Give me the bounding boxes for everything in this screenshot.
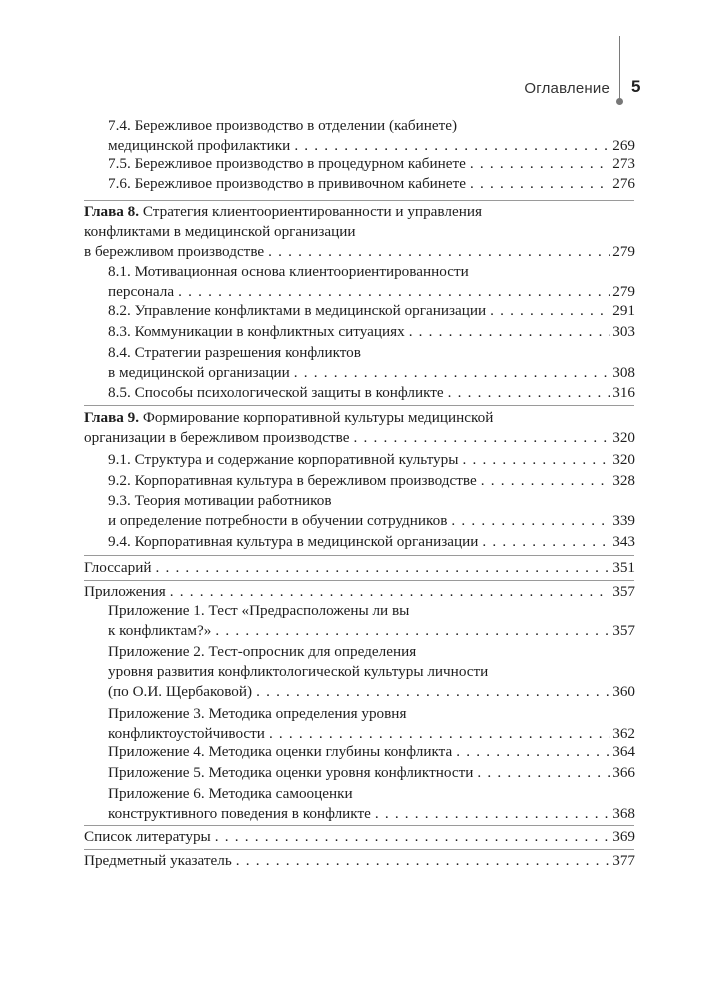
- toc-appendix-5[interactable]: [108, 763, 635, 783]
- toc-page-number: 273: [612, 155, 635, 172]
- toc-entry-8-5[interactable]: [108, 383, 635, 403]
- toc-entry-9-4[interactable]: [108, 532, 635, 552]
- toc-page-number: 328: [612, 472, 635, 489]
- toc-entry-text: конструктивного поведения в конфликте: [108, 805, 371, 822]
- dot-leader: [375, 804, 610, 824]
- toc-page-number: 360: [612, 683, 635, 700]
- toc-page-number: 303: [612, 323, 635, 340]
- page-number: 5: [631, 77, 641, 96]
- section-divider: [84, 555, 634, 556]
- section-divider: [84, 825, 634, 826]
- section-divider: [84, 200, 634, 201]
- dot-leader: [353, 428, 610, 448]
- toc-entry-text: Приложение 1. Тест «Предрасположены ли вы: [108, 602, 410, 619]
- toc-entry-8-4[interactable]: [108, 343, 635, 383]
- toc-entry-text: Глоссарий: [84, 559, 152, 576]
- dot-leader: [268, 242, 610, 262]
- toc-entry-7-6[interactable]: [108, 174, 635, 194]
- dot-leader: [490, 301, 610, 321]
- toc-appendices[interactable]: [84, 582, 635, 602]
- toc-entry-7-4[interactable]: [108, 116, 635, 156]
- toc-page-number: 357: [612, 622, 635, 639]
- toc-entry-text: Стратегия клиентоориентированности и управления: [142, 203, 482, 220]
- toc-appendix-2[interactable]: [108, 642, 635, 702]
- toc-page-number: 368: [612, 805, 635, 822]
- toc-entry-text: конфликтами в медицинской организации: [84, 223, 356, 240]
- toc-entry-text: уровня развития конфликтологической культуры личности: [108, 663, 489, 680]
- toc-entry-text: медицинской профилактики: [108, 137, 291, 154]
- toc-page-number: 369: [612, 828, 635, 845]
- toc-appendix-4[interactable]: [108, 742, 635, 762]
- toc-entry-text: 8.1. Мотивационная основа клиентоориентированности: [108, 263, 469, 280]
- toc-entry-text: 8.4. Стратегии разрешения конфликтов: [108, 344, 361, 361]
- toc-page-number: 377: [612, 852, 635, 869]
- toc-subject-index[interactable]: [84, 851, 635, 871]
- dot-leader: [155, 558, 610, 578]
- toc-entry-text: Приложение 5. Методика оценки уровня конфликтности: [108, 764, 474, 781]
- toc-page-number: 316: [612, 384, 635, 401]
- dot-leader: [481, 471, 611, 491]
- toc-page-number: 279: [612, 283, 635, 300]
- toc-page-number: 343: [612, 533, 635, 550]
- toc-page-number: 339: [612, 512, 635, 529]
- dot-leader: [294, 363, 610, 383]
- toc-page-number: 357: [612, 583, 635, 600]
- toc-entry-text: персонала: [108, 283, 175, 300]
- toc-page-number: 291: [612, 302, 635, 319]
- dot-leader: [236, 851, 610, 871]
- header-divider: [619, 36, 620, 102]
- section-divider: [84, 405, 634, 406]
- toc-entry-text: в бережливом производстве: [84, 243, 265, 260]
- toc-appendix-6[interactable]: [108, 784, 635, 824]
- toc-entry-text: в медицинской организации: [108, 364, 290, 381]
- toc-entry-text: Предметный указатель: [84, 852, 232, 869]
- toc-entry-9-3[interactable]: [108, 491, 635, 531]
- toc-entry-text: 9.1. Структура и содержание корпоративной культуры: [108, 451, 459, 468]
- toc-references[interactable]: [84, 827, 635, 847]
- toc-page-number: 351: [612, 559, 635, 576]
- toc-appendix-3[interactable]: [108, 704, 635, 744]
- toc-entry-text: 9.2. Корпоративная культура в бережливом производстве: [108, 472, 477, 489]
- toc-entry-text: Приложение 3. Методика определения уровня: [108, 705, 407, 722]
- running-title: Оглавление: [524, 80, 610, 97]
- toc-entry-text: 9.3. Теория мотивации работников: [108, 492, 332, 509]
- toc-appendix-1[interactable]: [108, 601, 635, 641]
- dot-leader: [470, 174, 610, 194]
- chapter-label: Глава 9.: [84, 409, 140, 426]
- toc-entry-text: 8.5. Способы психологической защиты в конфликте: [108, 384, 444, 401]
- toc-entry-text: 7.4. Бережливое производство в отделении (кабинете): [108, 117, 458, 134]
- toc-page-number: 320: [612, 429, 635, 446]
- dot-leader: [448, 383, 611, 403]
- toc-entry-text: 8.2. Управление конфликтами в медицинской организации: [108, 302, 487, 319]
- dot-leader: [462, 450, 610, 470]
- dot-leader: [178, 282, 610, 302]
- dot-leader: [470, 154, 610, 174]
- toc-entry-8-2[interactable]: [108, 301, 635, 321]
- section-divider: [84, 580, 634, 581]
- toc-entry-text: 8.3. Коммуникации в конфликтных ситуациях: [108, 323, 405, 340]
- dot-leader: [215, 621, 610, 641]
- toc-page-number: 308: [612, 364, 635, 381]
- toc-entry-text: 7.5. Бережливое производство в процедурном кабинете: [108, 155, 466, 172]
- toc-entry-text: и определение потребности в обучении сотрудников: [108, 512, 448, 529]
- toc-entry-9-2[interactable]: [108, 471, 635, 491]
- dot-leader: [456, 742, 610, 762]
- toc-page-number: 366: [612, 764, 635, 781]
- dot-leader: [451, 511, 610, 531]
- header-dot: [616, 98, 623, 105]
- toc-entry-9-1[interactable]: [108, 450, 635, 470]
- toc-page-number: 276: [612, 175, 635, 192]
- toc-entry-7-5[interactable]: [108, 154, 635, 174]
- toc-entry-text: конфликтоустойчивости: [108, 725, 265, 742]
- toc-entry-text: 7.6. Бережливое производство в прививочном кабинете: [108, 175, 467, 192]
- toc-entry-text: Приложение 2. Тест-опросник для определения: [108, 643, 417, 660]
- dot-leader: [256, 682, 610, 702]
- toc-entry-text: Приложения: [84, 583, 166, 600]
- dot-leader: [215, 827, 610, 847]
- toc-page-number: 269: [612, 137, 635, 154]
- toc-chapter-8[interactable]: [84, 202, 635, 262]
- toc-entry-text: Приложение 4. Методика оценки глубины конфликта: [108, 743, 453, 760]
- section-divider: [84, 849, 634, 850]
- dot-leader: [294, 136, 610, 156]
- toc-entry-text: к конфликтам?»: [108, 622, 212, 639]
- dot-leader: [409, 322, 611, 342]
- toc-page-number: 279: [612, 243, 635, 260]
- running-header: [0, 72, 718, 112]
- toc-page-number: 362: [612, 725, 635, 742]
- dot-leader: [482, 532, 610, 552]
- toc-entry-text: 9.4. Корпоративная культура в медицинской организации: [108, 533, 479, 550]
- toc-entry-8-3[interactable]: [108, 322, 635, 342]
- chapter-label: Глава 8.: [84, 203, 140, 220]
- toc-entry-text: Список литературы: [84, 828, 211, 845]
- toc-entry-text: Приложение 6. Методика самооценки: [108, 785, 353, 802]
- dot-leader: [477, 763, 610, 783]
- toc-entry-text: организации в бережливом производстве: [84, 429, 350, 446]
- toc-chapter-9[interactable]: [84, 408, 635, 448]
- toc-page-number: 320: [612, 451, 635, 468]
- toc-page-number: 364: [612, 743, 635, 760]
- toc-entry-text: Формирование корпоративной культуры медицинской: [142, 409, 494, 426]
- dot-leader: [269, 724, 610, 744]
- toc-entry-text: (по О.И. Щербаковой): [108, 683, 253, 700]
- dot-leader: [170, 582, 610, 602]
- toc-glossary[interactable]: [84, 558, 635, 578]
- toc-entry-8-1[interactable]: [108, 262, 635, 302]
